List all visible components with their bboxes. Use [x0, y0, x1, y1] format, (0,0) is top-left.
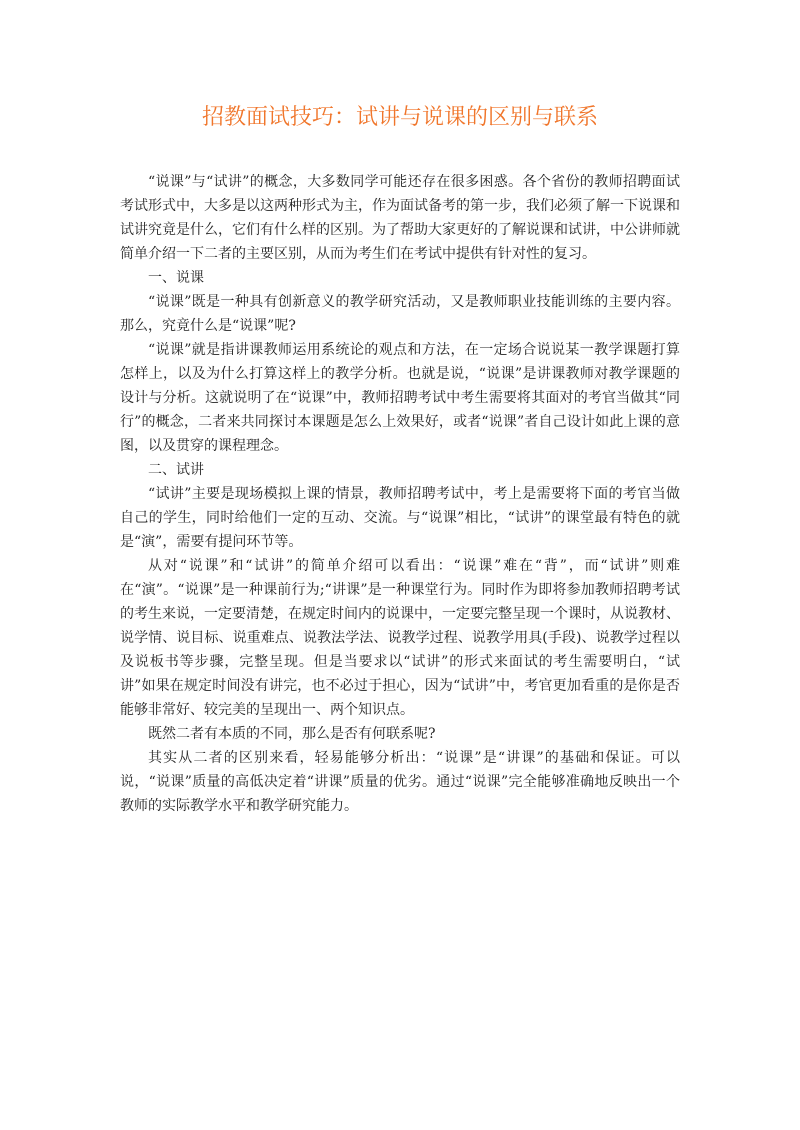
paragraph-conclusion: 其实从二者的区别来看，轻易能够分析出：“说课”是“讲课”的基础和保证。可以说，“说课”质量的高低决定着“讲课”质量的优劣。通过“说课”完全能够准确地反映出一个教师的实际教学水平和教学研究能力。 — [120, 750, 680, 814]
paragraph-shijiang-explanation: “试讲”主要是现场模拟上课的情景，教师招聘考试中，考上是需要将下面的考官当做自己的学生，同时给他们一定的互动、交流。与“说课”相比，“试讲”的课堂最有特色的就是“演”，需要有提问环节等。 — [120, 486, 680, 550]
paragraph-shuoke-definition-question: “说课”既是一种具有创新意义的教学研究活动，又是教师职业技能训练的主要内容。那么，究竟什么是“说课”呢? — [120, 294, 680, 334]
paragraph-shuoke-explanation: “说课”就是指讲课教师运用系统论的观点和方法，在一定场合说说某一教学课题打算怎样上，以及为什么打算这样上的教学分析。也就是说，“说课”是讲课教师对教学课题的设计与分析。这就说明了在“说课”中，教师招聘考试中考生需要将其面对的考官当做其“同行”的概念，二者来共同探讨本课题是怎么上效果好，或者“说课”者自己设计如此上课的意图，以及贯穿的课程理念。 — [120, 342, 680, 454]
paragraph-intro: “说课”与“试讲”的概念，大多数同学可能还存在很多困惑。各个省份的教师招聘面试考试形式中，大多是以这两种形式为主，作为面试备考的第一步，我们必须了解一下说课和试讲究竟是什么，它们有什么样的区别。为了帮助大家更好的了解说课和试讲，中公讲师就简单介绍一下二者的主要区别，从而为考生们在考试中提供有针对性的复习。 — [120, 174, 680, 262]
document-body — [120, 170, 680, 818]
section-heading-shijiang: 二、试讲 — [148, 462, 204, 478]
paragraph-comparison: 从对“说课”和“试讲”的简单介绍可以看出：“说课”难在“背”，而“试讲”则难在“演”。“说课”是一种课前行为;“讲课”是一种课堂行为。同时作为即将参加教师招聘考试的考生来说，一定要清楚，在规定时间内的说课中，一定要完整呈现一个课时，从说教材、说学情、说目标、说重难点、说教法学法、说教学过程、说教学用具(手段)、说教学过程以及说板书等步骤，完整呈现。但是当要求以“试讲”的形式来面试的考生需要明白，“试讲”如果在规定时间没有讲完，也不必过于担心，因为“试讲”中，考官更加看重的是你是否能够非常好、较完美的呈现出一、两个知识点。 — [120, 558, 680, 718]
section-heading-shuoke: 一、说课 — [148, 270, 204, 286]
document-title: 招教面试技巧：试讲与说课的区别与联系 — [201, 105, 598, 130]
paragraph-connection-question: 既然二者有本质的不同，那么是否有何联系呢? — [148, 726, 436, 742]
